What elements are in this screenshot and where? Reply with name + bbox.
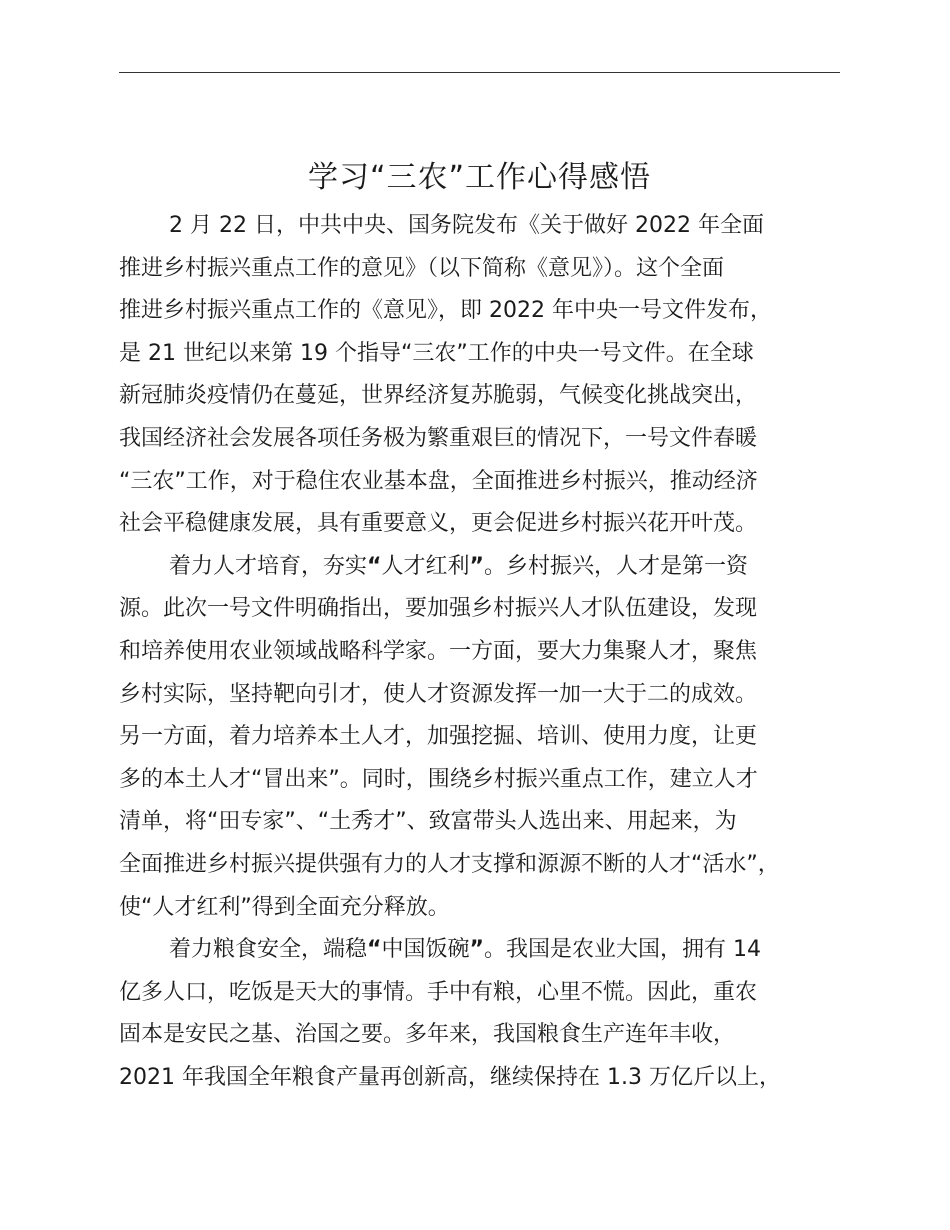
paragraph-1-line-1: 2 月 22 日，中共中央、国务院发布《关于做好 2022 年全面 xyxy=(169,213,764,238)
paragraph-1-line-5: 新冠肺炎疫情仍在蔓延，世界经济复苏脆弱，气候变化挑战突出， xyxy=(119,383,758,409)
paragraph-3-heading-post: 。我国是农业大国，拥有 14 xyxy=(483,937,761,963)
paragraph-2-line-9: 使“人才红利”得到全面充分释放。 xyxy=(119,894,450,920)
header-rule xyxy=(119,72,840,73)
paragraph-2-heading-post: 。乡村振兴，人才是第一资 xyxy=(483,553,748,579)
paragraph-1-line-3: 推进乡村振兴重点工作的《意见》，即 2022 年中央一号文件发布， xyxy=(119,298,772,324)
paragraph-1-line-2: 推进乡村振兴重点工作的意见》（以下简称《意见》）。这个全面 xyxy=(119,255,725,281)
paragraph-2-heading-keyword: 人才红利 xyxy=(381,553,470,579)
paragraph-3-line-2: 亿多人口，吃饭是天大的事情。手中有粮，心里不慌。因此，重农 xyxy=(119,979,758,1005)
paragraph-3-heading-pre: 着力粮食安全，端稳 xyxy=(169,937,368,963)
paragraph-2-open-quote: “ xyxy=(367,553,382,579)
paragraph-3-close-quote: ” xyxy=(469,937,484,963)
paragraph-1-line-6: 我国经济社会发展各项任务极为繁重艰巨的情况下，一号文件春暖 xyxy=(119,425,758,451)
paragraph-3-line-4: 2021 年我国全年粮食产量再创新高，继续保持在 1.3 万亿斤以上， xyxy=(119,1064,781,1090)
paragraph-2-line-4: 乡村实际，坚持靶向引才，使人才资源发挥一加一大于二的成效。 xyxy=(119,681,758,707)
paragraph-3-heading-keyword: 中国饭碗 xyxy=(381,937,470,963)
paragraph-2-line-7: 清单，将“田专家”、“土秀才”、致富带头人选出来、用起来，为 xyxy=(119,809,737,835)
paragraph-2-line-2: 源。此次一号文件明确指出，要加强乡村振兴人才队伍建设，发现 xyxy=(119,596,758,622)
paragraph-2-heading-line xyxy=(119,546,840,589)
paragraph-1-line-7: “三农”工作，对于稳住农业基本盘，全面推进乡村振兴，推动经济 xyxy=(119,468,758,494)
paragraph-3-heading-line xyxy=(119,929,840,972)
paragraph-3-open-quote: “ xyxy=(367,937,382,963)
paragraph-3-line-3: 固本是安民之基、治国之要。多年来，我国粮食生产连年丰收， xyxy=(119,1022,736,1048)
paragraph-2-line-6: 多的本土人才“冒出来”。同时，围绕乡村振兴重点工作，建立人才 xyxy=(119,766,758,792)
paragraph-2-line-8: 全面推进乡村振兴提供强有力的人才支撑和源源不断的人才“活水”， xyxy=(119,851,780,877)
paragraph-1-line-8: 社会平稳健康发展，具有重要意义，更会促进乡村振兴花开叶茂。 xyxy=(119,511,758,537)
paragraph-2-line-3: 和培养使用农业领域战略科学家。一方面，要大力集聚人才，聚焦 xyxy=(119,638,758,664)
paragraph-2-heading-pre: 着力人才培育，夯实 xyxy=(169,553,368,579)
document-title: 学习“三农”工作心得感悟 xyxy=(307,160,652,196)
document-body xyxy=(119,205,840,1099)
paragraph-2-line-5: 另一方面，着力培养本土人才，加强挖掘、培训、使用力度，让更 xyxy=(119,724,758,750)
paragraph-2-close-quote: ” xyxy=(469,553,484,579)
paragraph-1-line-4: 是 21 世纪以来第 19 个指导“三农”工作的中央一号文件。在全球 xyxy=(119,340,754,366)
